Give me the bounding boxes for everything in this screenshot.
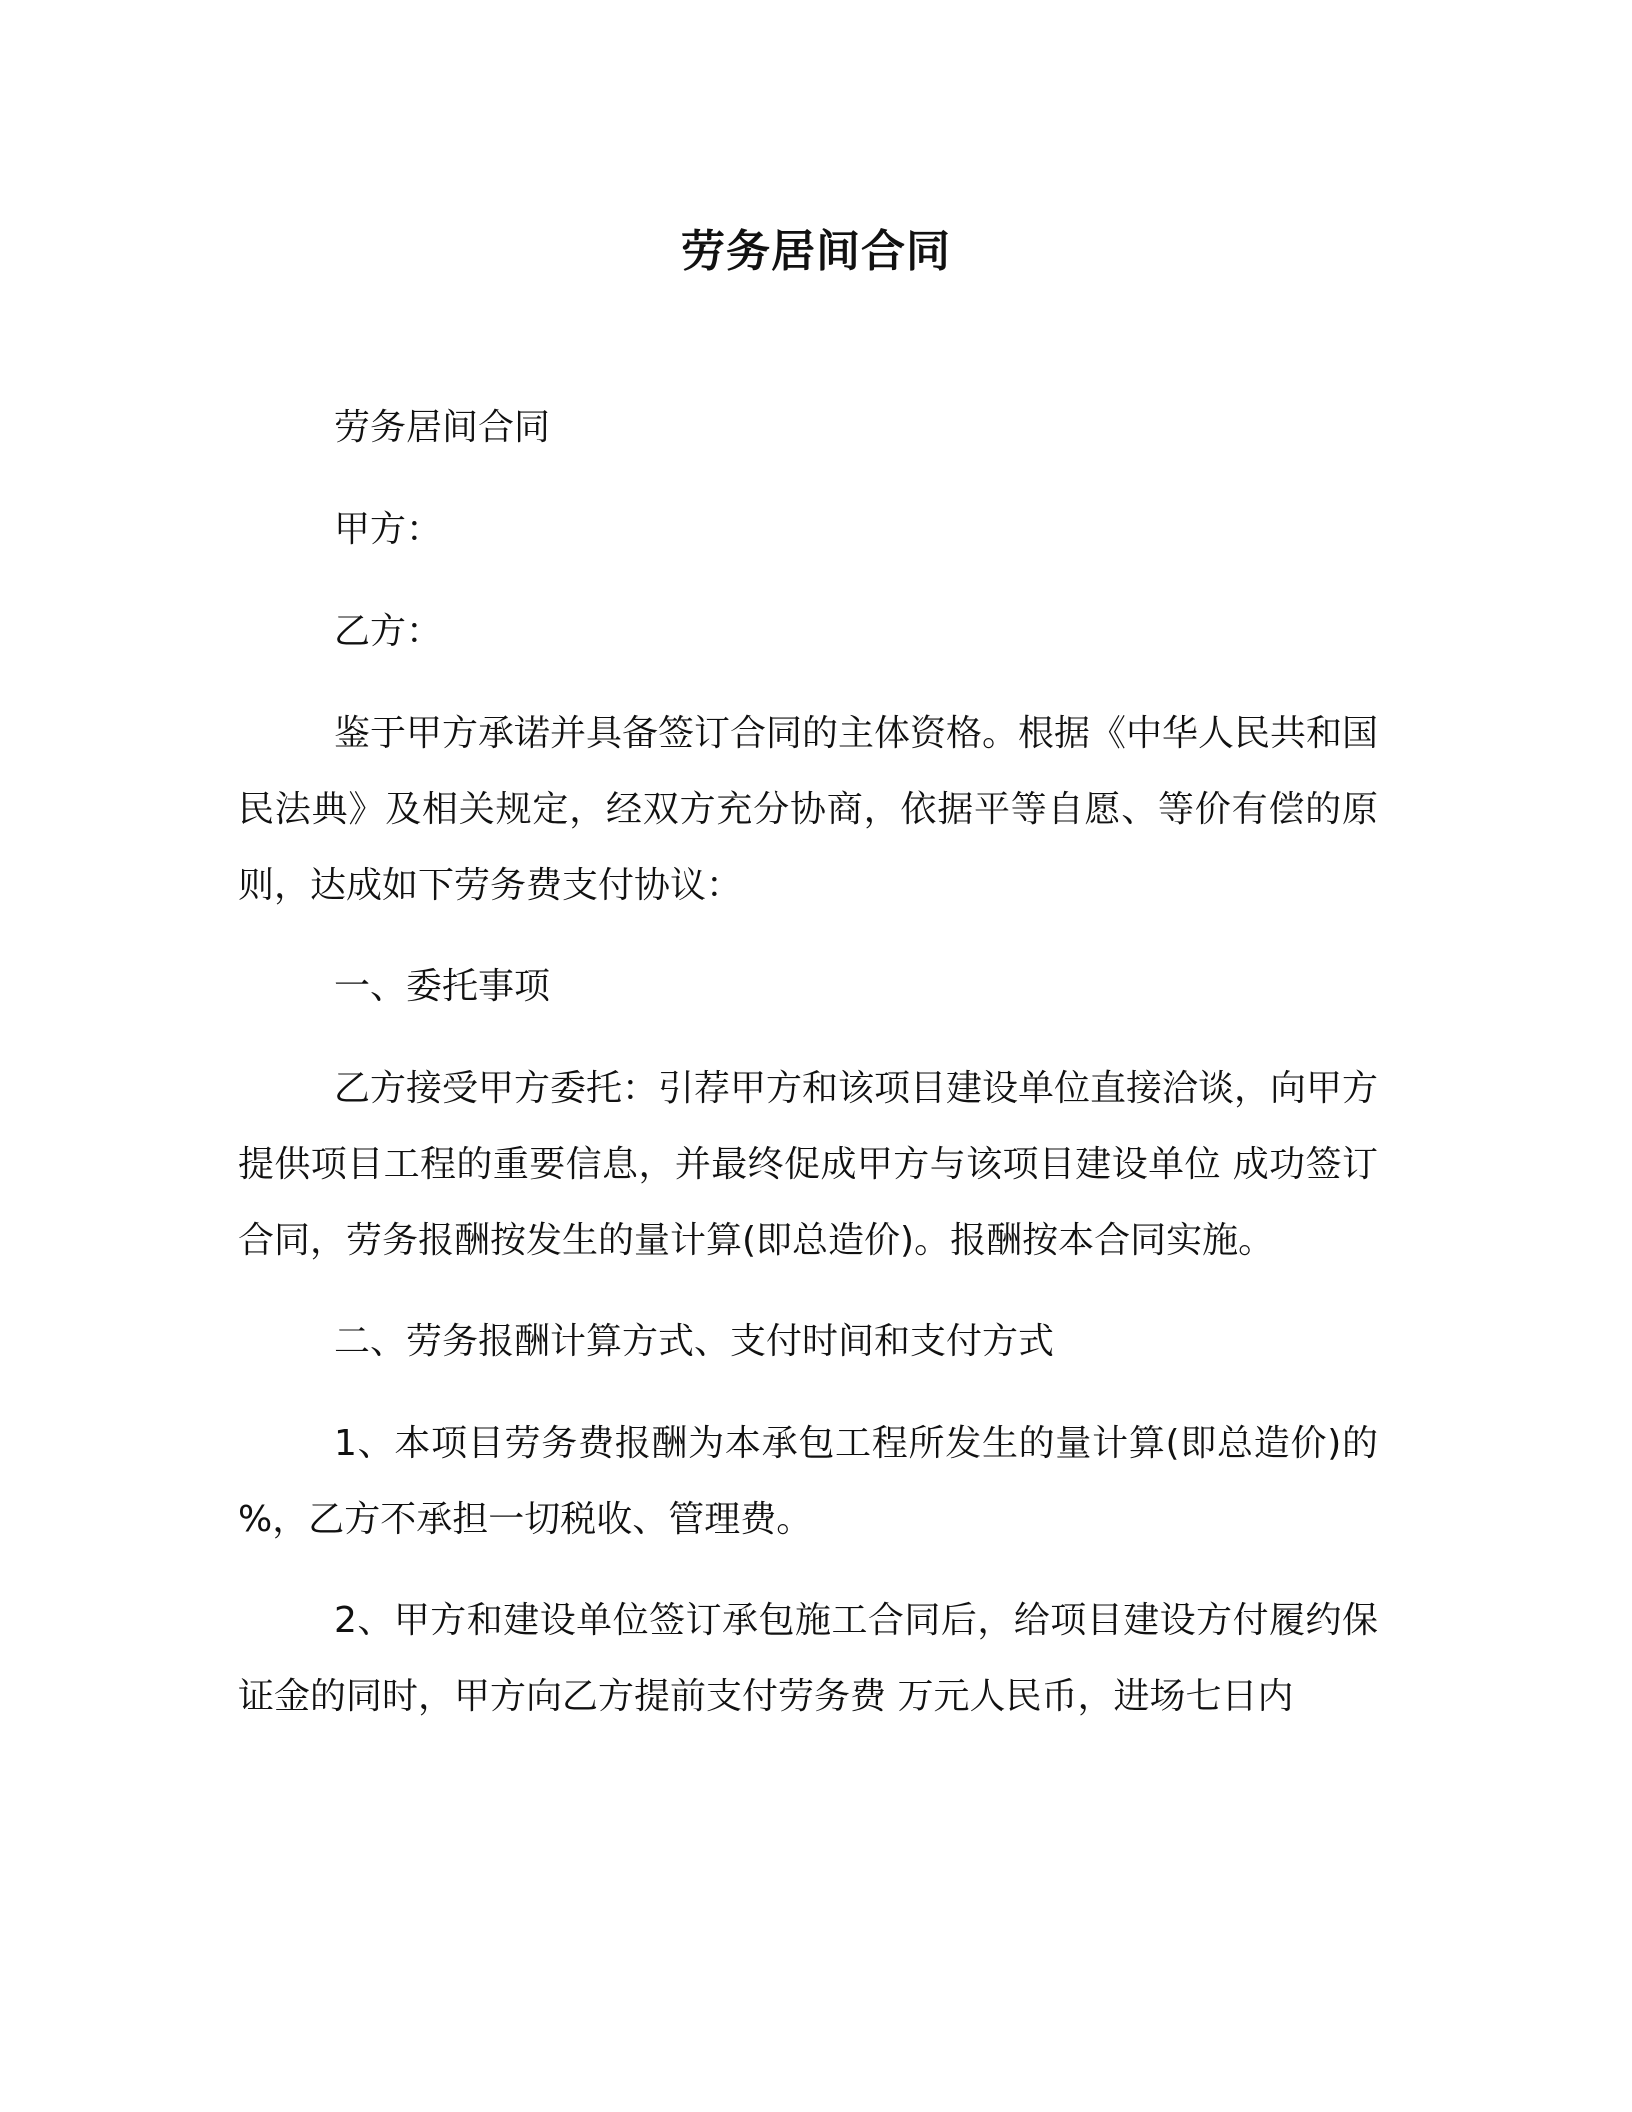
party-b-line: 乙方： [334, 611, 443, 652]
clause-2-paragraph: 2、甲方和建设单位签订承包施工合同后，给项目建设方付履约保证金的同时，甲方向乙方提前支付劳务费 万元人民币，进场七日内 [238, 1600, 1378, 1717]
preamble-paragraph: 鉴于甲方承诺并具备签订合同的主体资格。根据《中华人民共和国民法典》及相关规定，经双方充分协商，依据平等自愿、等价有偿的原则，达成如下劳务费支付协议： [238, 713, 1379, 906]
party-a-line: 甲方： [334, 509, 443, 550]
section-1-heading: 一、委托事项 [334, 966, 551, 1007]
section-1-paragraph: 乙方接受甲方委托：引荐甲方和该项目建设单位直接洽谈，向甲方提供项目工程的重要信息，并最终促成甲方与该项目建设单位 成功签订合同，劳务报酬按发生的量计算(即总造价)。报酬按本合同实施。 [238, 1068, 1379, 1261]
contract-name-line: 劳务居间合同 [334, 407, 551, 448]
document-body [238, 390, 1378, 1760]
document-title: 劳务居间合同 [681, 226, 951, 277]
section-2-heading: 二、劳务报酬计算方式、支付时间和支付方式 [334, 1321, 1055, 1362]
clause-1-paragraph: 1、本项目劳务费报酬为本承包工程所发生的量计算(即总造价)的 %，乙方不承担一切税收、管理费。 [238, 1423, 1378, 1540]
